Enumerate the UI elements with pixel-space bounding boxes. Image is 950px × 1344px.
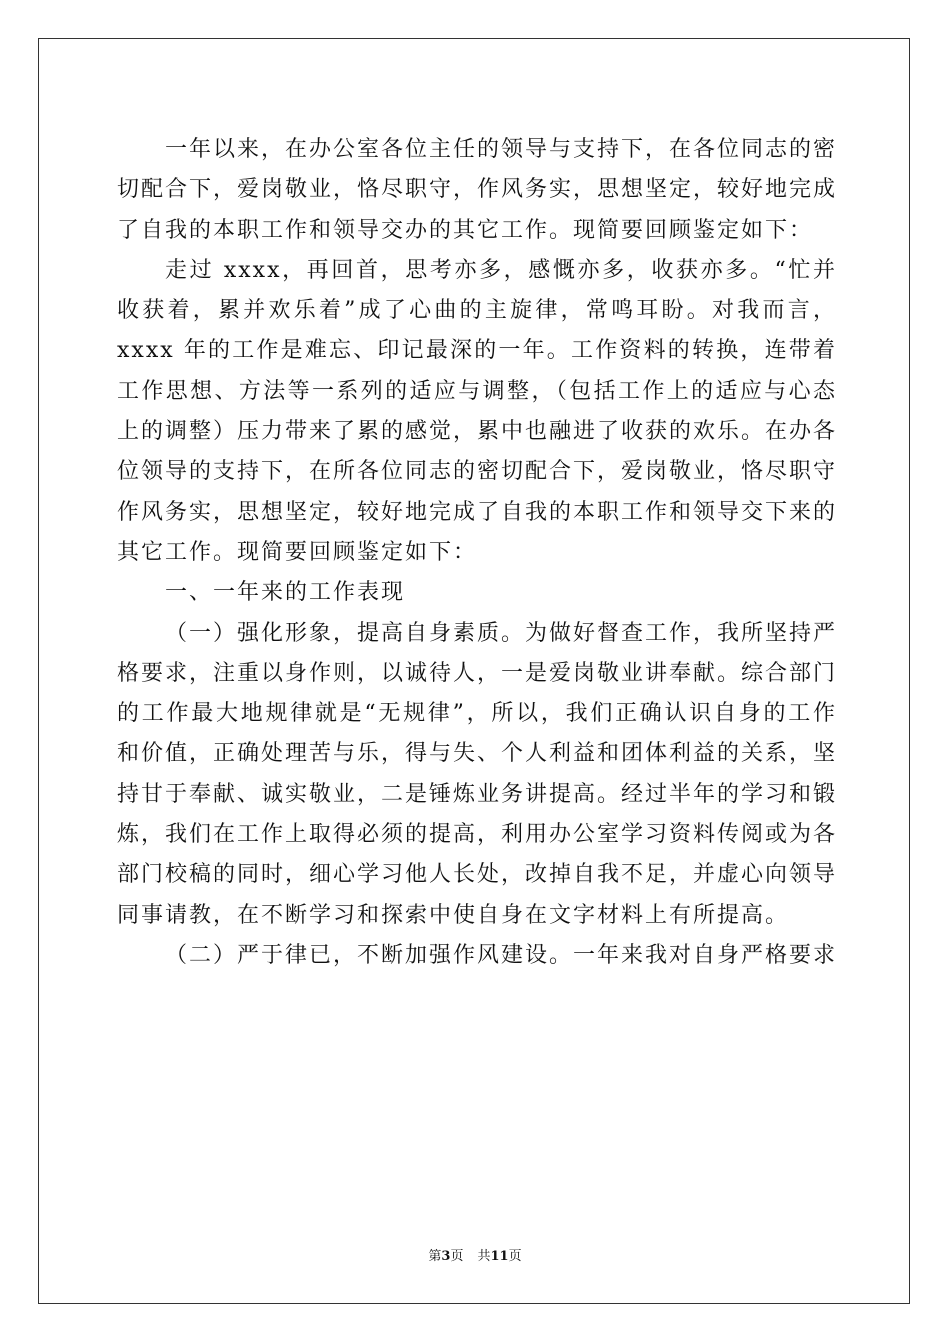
document-body — [117, 130, 837, 976]
page-prefix: 第 — [428, 1249, 442, 1264]
total-suffix: 页 — [508, 1249, 522, 1264]
paragraph-section-two: （二）严于律已，不断加强作风建设。一年来我对自身严格要求 — [165, 942, 838, 968]
page-suffix: 页 — [450, 1249, 464, 1264]
paragraph-section-one: （一）强化形象，提高自身素质。为做好督查工作，我所坚持严格要求，注重以身作则，以诚待人，一是爱岗敬业讲奉献。综合部门的工作最大地规律就是“无规律”，所以，我们正确认识自身的工作和价值，正确处理苦与乐，得与失、个人利益和团体利益的关系，坚持甘于奉献、诚实敬业，二是锤炼业务讲提高。经过半年的学习和锻炼，我们在工作上取得必须的提高，利用办公室学习资料传阅或为各部门校稿的同时，细心学习他人长处，改掉自我不足，并虚心向领导同事请教，在不断学习和探索中使自身在文字材料上有所提高。 — [117, 620, 838, 928]
paragraph-review: 走过 xxxx，再回首，思考亦多，感慨亦多，收获亦多。“忙并收获着，累并欢乐着”成了心曲的主旋律，常鸣耳盼。对我而言，xxxx 年的工作是难忘、印记最深的一年。工作资料的转换，连带着工作思想、方法等一系列的适应与调整，（包括工作上的适应与心态上的调整）压力带来了累的感觉，累中也融进了收获的欢乐。在办各位领导的支持下，在所各位同志的密切配合下，爱岗敬业，恪尽职守作风务实，思想坚定，较好地完成了自我的本职工作和领导交下来的其它工作。现简要回顾鉴定如下： — [117, 257, 838, 565]
paragraph-intro: 一年以来，在办公室各位主任的领导与支持下，在各位同志的密切配合下，爱岗敬业，恪尽职守，作风务实，思想坚定，较好地完成了自我的本职工作和领导交办的其它工作。现简要回顾鉴定如下： — [117, 137, 838, 243]
page-footer — [0, 1248, 950, 1266]
total-pages: 11 — [490, 1249, 509, 1264]
section-heading-work-performance: 一、一年来的工作表现 — [165, 580, 406, 606]
total-prefix: 共 — [477, 1249, 491, 1264]
page-number: 3 — [441, 1249, 451, 1264]
